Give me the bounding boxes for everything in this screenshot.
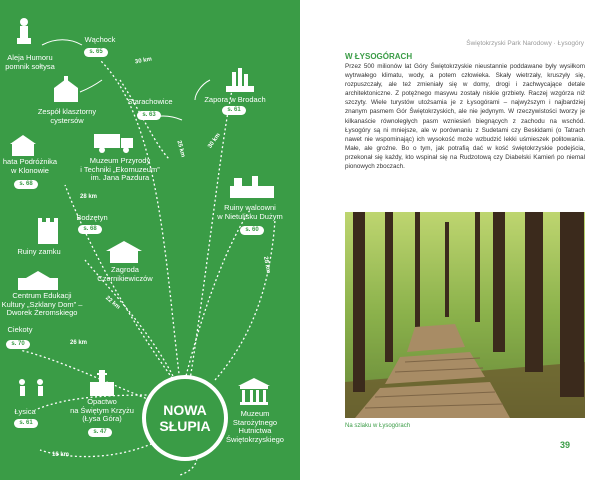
forest-boardwalk-photo <box>345 212 585 418</box>
place-opactwo: Opactwo na Świętym Krzyżu (Łysa Góra) <box>70 397 134 423</box>
distance-label: 30 km <box>207 132 222 150</box>
page-ref-lysica[interactable]: s. 61 <box>14 419 38 428</box>
distance-label: 22 km <box>104 295 121 311</box>
place-centrum: Centrum Edukacji Kultury „Szklany Dom” – Dworek Żeromskiego <box>1 291 83 317</box>
page-ref-ciekoty[interactable]: s. 70 <box>6 340 30 349</box>
place-muzeum-hutnictwa: Muzeum Starożytnego Hutnictwa Świętokrzyskiego <box>226 409 284 444</box>
page-ref-wachock[interactable]: s. 65 <box>84 48 108 57</box>
manor-icon <box>18 270 58 290</box>
hikers-icon <box>12 378 52 404</box>
house-icon <box>8 134 38 156</box>
page-number: 39 <box>560 440 571 450</box>
distance-label: 16 km <box>52 452 70 458</box>
place-ruiny-walcowni: Ruiny walcowni w Nietulisku Dużym <box>217 203 283 221</box>
page-ref-starachowice[interactable]: s. 63 <box>137 111 161 120</box>
castle-icon <box>36 216 60 244</box>
place-ciekoty: Ciekoty <box>7 325 33 334</box>
monument-icon <box>14 16 34 46</box>
page-ref-chata[interactable]: s. 68 <box>14 180 38 189</box>
ruins-icon <box>230 176 274 200</box>
place-muzeum-przyrody: Muzeum Przyrody i Techniki „Ekomuzeum” im. Jana Pazdura <box>80 156 160 182</box>
museum-icon <box>238 378 270 406</box>
paragraph: Przez 500 milionów lat Góry Świętokrzyskie nieustannie poddawane były wysiłkom wytrwałego klimatu, wody, a potem człowieka. Skały wietrzały, kruszyły się, rozpuszczały, ale też zmieniały się w domy, drogi i zachwycające detale architektoniczne. Z potężnego masywu zostały niskie grzbiety. Raczej wzgórza niż szczyty. Wiele turystów utożsamia je z Łysogórami – najwyższym i najbardziej znanym pasmem Gór Świętokrzyskich, ale nie jedynym. W rzeczywistości tworzy je kilkanaście równoległych pasm wzniesień biegnących z zachodu na wschód. Łysogóry są ni mniejsze, ale w porównaniu z Sudetami czy Beskidami (o Tatrach nawet nie wspominając) ich wysokość może wzbudzić lekki uśmieszek politowania. Małe, ale groźne. Bo o tym, jak potrafią dać w kość świętokrzyskie podejścia, przekonał się każdy, kto wspinał się na Rudzotową czy Diabelski Kamień po niemal pionowych zboczach. <box>345 63 585 171</box>
place-zespol: Zespół klasztorny cystersów <box>37 107 97 125</box>
photo-caption: Na szlaku w Łysogórach <box>345 423 411 429</box>
place-chata: hata Podróżnika w Klonowie <box>2 157 58 175</box>
church-icon <box>86 368 118 398</box>
distance-label: 30 km <box>134 56 153 66</box>
dam-icon <box>226 66 254 94</box>
text-page <box>300 0 600 480</box>
page-ref-ruiny-walcowni[interactable]: s. 60 <box>240 226 264 235</box>
page-ref-opactwo[interactable]: s. 47 <box>88 428 112 437</box>
place-zagroda: Zagroda Czernikiewiczów <box>97 265 153 283</box>
page-ref-bodzentyn[interactable]: s. 68 <box>78 225 102 234</box>
distance-label: 26 km <box>70 340 88 346</box>
place-wachock: Wąchock <box>84 35 116 44</box>
place-bodzentyn: Bodzętyn <box>76 213 108 222</box>
place-aleja: Aleja Humoru pomnik sołtysa <box>5 53 55 71</box>
page-ref-zapora[interactable]: s. 61 <box>222 106 246 115</box>
section-heading: W ŁYSOGÓRACH <box>345 52 413 61</box>
distance-label: 28 km <box>262 256 271 274</box>
place-ruiny-zamku: Ruiny zamku <box>17 247 61 256</box>
truck-icon <box>94 130 136 154</box>
place-lysica: Łysica <box>14 407 36 416</box>
body-text <box>345 62 585 171</box>
running-head: Świętokrzyski Park Narodowy · Łysogóry <box>466 40 584 47</box>
cottage-icon <box>106 240 142 264</box>
place-zapora: Zapora w Brodach <box>204 95 266 104</box>
monastery-icon <box>52 76 80 104</box>
place-starachowice: Starachowice <box>127 97 173 106</box>
map-center-nowa-slupia: NOWA SŁUPIA <box>142 375 228 461</box>
distance-label: 28 km <box>80 194 98 200</box>
distance-label: 25 km <box>175 140 186 158</box>
